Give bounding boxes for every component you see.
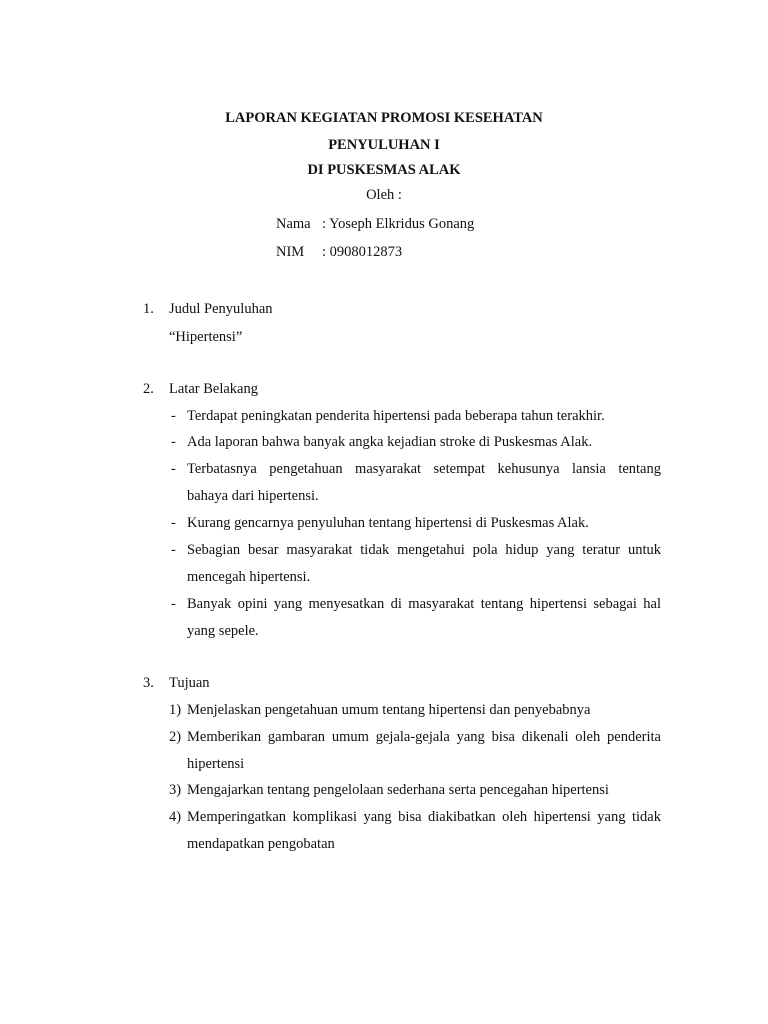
list-marker: 4): [169, 809, 182, 825]
list-marker: 2): [169, 729, 182, 745]
list-item-continuation: mencegah hipertensi.: [187, 569, 311, 585]
list-item: Memperingatkan komplikasi yang bisa diakibatkan oleh hipertensi yang tidak: [187, 809, 661, 825]
list-item: Banyak opini yang menyesatkan di masyarakat tentang hipertensi sebagai hal: [187, 596, 661, 612]
list-item: Terdapat peningkatan penderita hipertensi pada beberapa tahun terakhir.: [187, 408, 605, 424]
list-item: Sebagian besar masyarakat tidak mengetahui pola hidup yang teratur untuk: [187, 542, 661, 558]
list-marker: -: [171, 515, 176, 531]
section-heading: Latar Belakang: [169, 381, 258, 397]
list-item-continuation: hipertensi: [187, 756, 245, 772]
list-marker: -: [171, 596, 176, 612]
list-item-continuation: bahaya dari hipertensi.: [187, 488, 319, 504]
by-label: Oleh :: [366, 187, 402, 203]
list-item: Mengajarkan tentang pengelolaan sederhana serta pencegahan hipertensi: [187, 782, 609, 798]
document-title-line-3: DI PUSKESMAS ALAK: [307, 162, 461, 178]
section-heading: Tujuan: [169, 675, 210, 691]
section-number: 2.: [143, 381, 154, 397]
list-item-continuation: mendapatkan pengobatan: [187, 836, 335, 852]
list-item: Menjelaskan pengetahuan umum tentang hipertensi dan penyebabnya: [187, 702, 591, 718]
list-marker: -: [171, 461, 176, 477]
list-marker: 3): [169, 782, 182, 798]
list-marker: -: [171, 542, 176, 558]
list-marker: 1): [169, 702, 182, 718]
document-title-line-1: LAPORAN KEGIATAN PROMOSI KESEHATAN: [225, 110, 543, 126]
list-item: Ada laporan bahwa banyak angka kejadian stroke di Puskesmas Alak.: [187, 434, 593, 450]
list-item: Memberikan gambaran umum gejala-gejala yang bisa dikenali oleh penderita: [187, 729, 661, 745]
section-number: 3.: [143, 675, 154, 691]
nim-label: NIM: [276, 244, 305, 260]
document-title-line-2: PENYULUHAN I: [328, 137, 440, 153]
list-item: Kurang gencarnya penyuluhan tentang hipertensi di Puskesmas Alak.: [187, 515, 589, 531]
name-label: Nama: [276, 216, 311, 232]
list-item-continuation: yang sepele.: [187, 623, 259, 639]
name-value: : Yoseph Elkridus Gonang: [322, 216, 475, 232]
nim-value: : 0908012873: [322, 244, 403, 260]
list-marker: -: [171, 434, 176, 450]
list-marker: -: [171, 408, 176, 424]
section-heading: Judul Penyuluhan: [169, 301, 273, 317]
list-item: Terbatasnya pengetahuan masyarakat setempat kehusunya lansia tentang: [187, 461, 661, 477]
section-content: “Hipertensi”: [169, 329, 243, 345]
section-number: 1.: [143, 301, 154, 317]
